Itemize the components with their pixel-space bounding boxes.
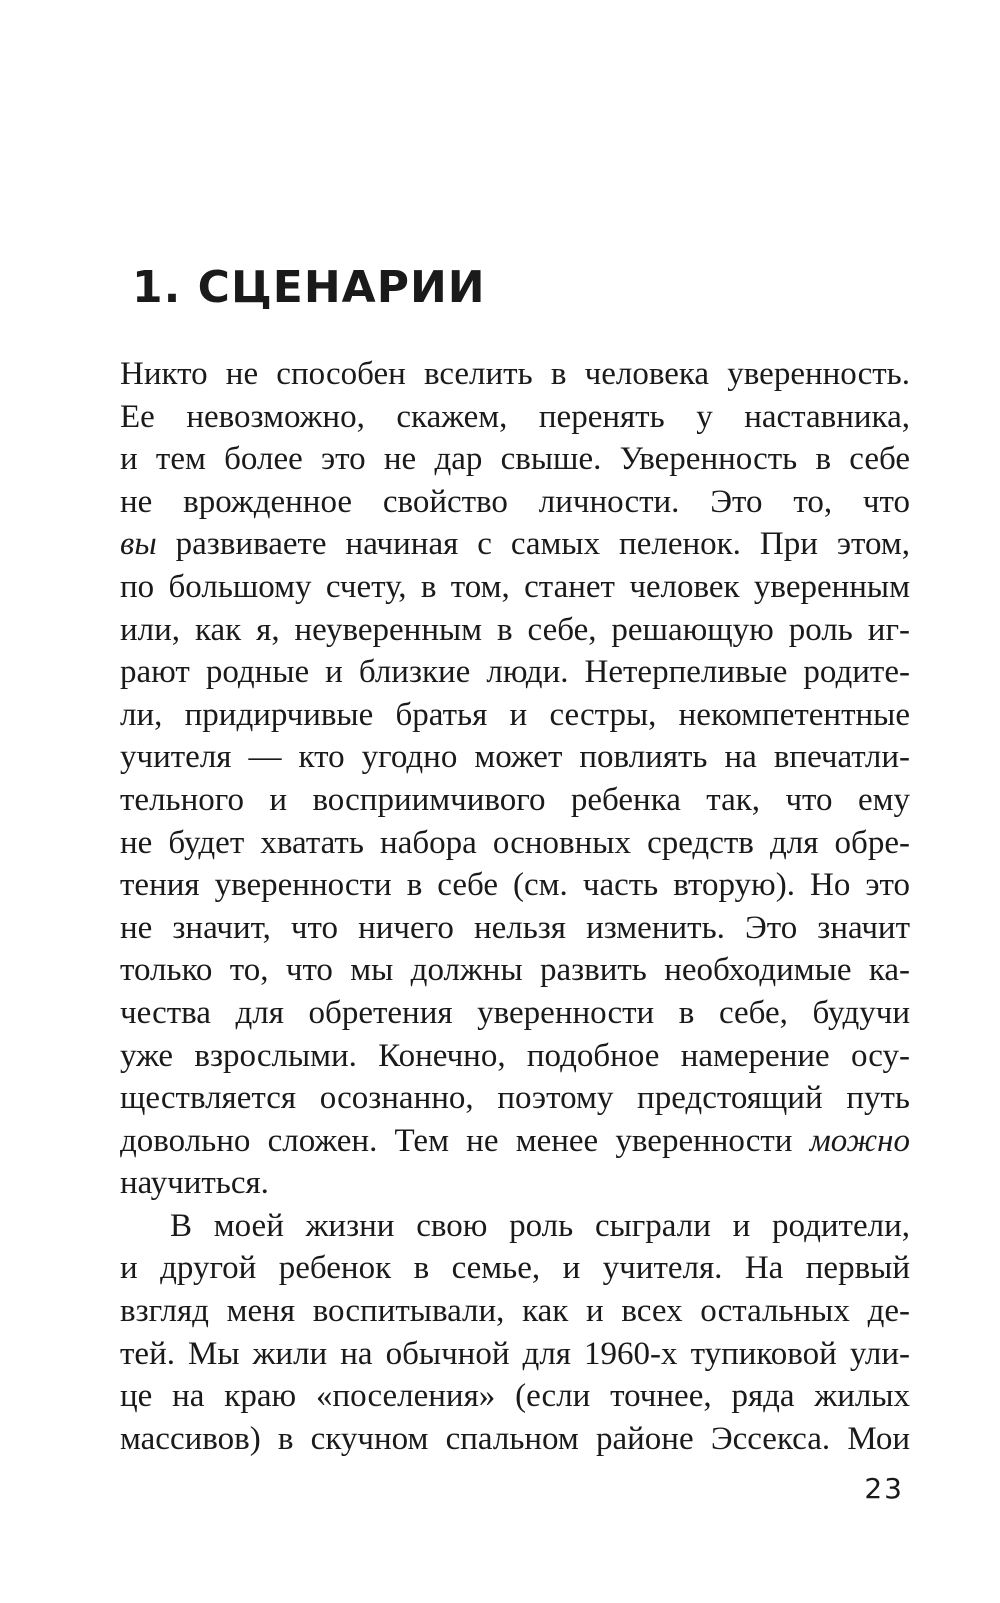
text-line: Ее невозможно, скажем, перенять у наставника, (120, 398, 910, 435)
text-line: учителя — кто угодно может повлиять на впечатли- (120, 739, 910, 776)
text-line: В моей жизни свою роль сыграли и родители, (170, 1207, 910, 1244)
text-line: только то, что мы должны развить необходимые ка- (120, 952, 910, 989)
text-line: не будет хватать набора основных средств для обре- (120, 824, 910, 861)
text-line: взгляд меня воспитывали, как и всех остальных де- (120, 1293, 910, 1330)
text-line: ществляется осознанно, поэтому предстоящий путь (120, 1080, 910, 1117)
chapter-title: 1. СЦЕНАРИИ (132, 262, 486, 313)
text-line: це на краю «поселения» (если точнее, ряда жилых (120, 1378, 910, 1415)
text-line: ли, придирчивые братья и сестры, некомпетентные (120, 696, 910, 733)
text-line: не значит, что ничего нельзя изменить. Это значит (120, 909, 910, 946)
text-line: довольно сложен. Тем не менее уверенности можно (120, 1122, 910, 1159)
paragraph-2 (120, 1205, 910, 1461)
emphasis: можно (809, 1122, 910, 1159)
text-line: и другой ребенок в семье, и учителя. На первый (120, 1250, 910, 1287)
page-number: 23 (864, 1472, 904, 1505)
emphasis: вы (120, 526, 157, 563)
text-line: тения уверенности в себе (см. часть вторую). Но это (120, 867, 910, 904)
text-line: массивов) в скучном спальном районе Эссекса. Мои (120, 1420, 910, 1457)
text-line: рают родные и близкие люди. Нетерпеливые родите- (120, 654, 910, 691)
text-line: и тем более это не дар свыше. Уверенность в себе (120, 441, 910, 478)
text-line: не врожденное свойство личности. Это то, что (120, 483, 910, 520)
text-line: по большому счету, в том, станет человек уверенным (120, 568, 910, 605)
text-line: тей. Мы жили на обычной для 1960-х тупиковой ули- (120, 1335, 910, 1372)
text-line: научиться. (120, 1165, 269, 1202)
text-line: уже взрослыми. Конечно, подобное намерение осу- (120, 1037, 910, 1074)
text-line: вы развиваете начиная с самых пеленок. При этом, (120, 526, 910, 563)
text-line: или, как я, неуверенным в себе, решающую роль иг- (120, 611, 910, 648)
body-text (120, 353, 910, 1460)
text-line: Никто не способен вселить в человека уверенность. (120, 356, 910, 392)
text-line: тельного и восприимчивого ребенка так, что ему (120, 781, 910, 818)
text-line: чества для обретения уверенности в себе, будучи (120, 994, 910, 1031)
paragraph-1 (120, 353, 910, 1205)
